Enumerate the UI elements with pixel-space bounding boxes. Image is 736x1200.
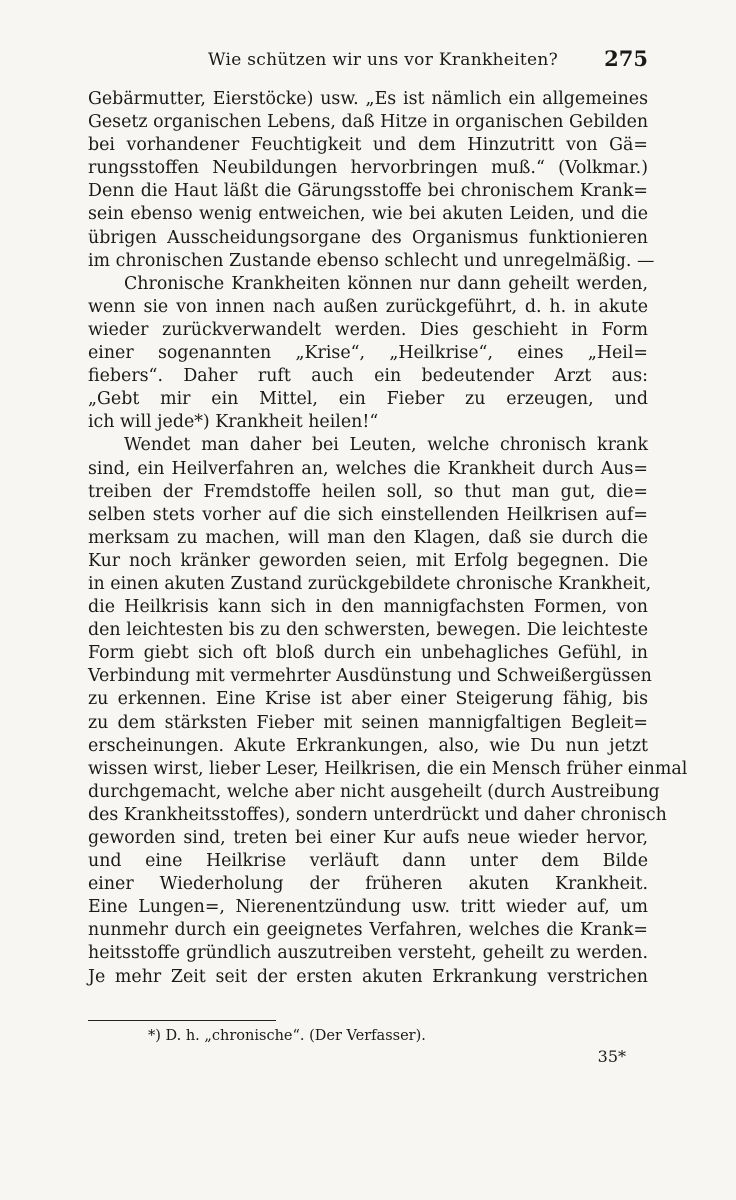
text-line: die Heilkrisis kann sich in den mannigfachsten Formen, von xyxy=(88,597,648,618)
text-line: einer Wiederholung der früheren akuten Krankheit. xyxy=(88,874,648,895)
text-line: merksam zu machen, will man den Klagen, daß sie durch die xyxy=(88,527,648,548)
page-header xyxy=(88,44,648,78)
footnote: *) D. h. „chronische“. (Der Verfasser). xyxy=(148,1028,426,1044)
text-line: heitsstoffe gründlich auszutreiben versteht, geheilt zu werden. xyxy=(88,943,648,964)
text-line: Verbindung mit vermehrter Ausdünstung und Schweißergüssen xyxy=(88,666,652,687)
text-line: Gesetz organischen Lebens, daß Hitze in organischen Gebilden xyxy=(88,112,649,133)
text-line: im chronischen Zustande ebenso schlecht und unregelmäßig. — xyxy=(88,250,655,271)
text-line: wissen wirst, lieber Leser, Heilkrisen, die ein Mensch früher einmal xyxy=(88,758,688,779)
text-line: einer sogenannten „Krise“, „Heilkrise“, eines „Heil= xyxy=(88,343,648,364)
text-line: den leichtesten bis zu den schwersten, bewegen. Die leichteste xyxy=(88,620,648,641)
printer-signature: 35* xyxy=(597,1047,626,1066)
text-line: bei vorhandener Feuchtigkeit und dem Hinzutritt von Gä= xyxy=(88,135,648,156)
text-line: durchgemacht, welche aber nicht ausgeheilt (durch Austreibung xyxy=(88,781,660,802)
text-line: des Krankheitsstoffes), sondern unterdrückt und daher chronisch xyxy=(88,804,667,825)
text-line: treiben der Fremdstoffe heilen soll, so thut man gut, die= xyxy=(88,481,648,502)
text-line: Kur noch kränker geworden seien, mit Erfolg begegnen. Die xyxy=(88,550,648,571)
text-line: fiebers“. Daher ruft auch ein bedeutender Arzt aus: xyxy=(88,366,648,387)
text-line: Je mehr Zeit seit der ersten akuten Erkrankung verstrichen xyxy=(88,966,648,987)
text-line: in einen akuten Zustand zurückgebildete chronische Krankheit, xyxy=(88,573,652,594)
text-line: Form giebt sich oft bloß durch ein unbehagliches Gefühl, in xyxy=(88,643,648,664)
running-title: Wie schützen wir uns vor Krankheiten? xyxy=(208,50,559,70)
text-line: rungsstoffen Neubildungen hervorbringen muß.“ (Volkmar.) xyxy=(88,158,648,179)
text-line: wieder zurückverwandelt werden. Dies geschieht in Form xyxy=(88,319,648,340)
text-line: sind, ein Heilverfahren an, welches die Krankheit durch Aus= xyxy=(88,458,648,479)
text-line: nunmehr durch ein geeignetes Verfahren, welches die Krank= xyxy=(88,920,648,941)
footnote-divider xyxy=(88,1020,276,1021)
text-line: zu dem stärksten Fieber mit seinen mannigfaltigen Begleit= xyxy=(88,712,648,733)
text-line: zu erkennen. Eine Krise ist aber einer Steigerung fähig, bis xyxy=(88,689,648,710)
text-line: wenn sie von innen nach außen zurückgeführt, d. h. in akute xyxy=(88,296,648,317)
text-line: erscheinungen. Akute Erkrankungen, also, wie Du nun jetzt xyxy=(88,735,648,756)
text-line: sein ebenso wenig entweichen, wie bei akuten Leiden, und die xyxy=(88,204,648,225)
text-line: übrigen Ausscheidungsorgane des Organismus funktionieren xyxy=(88,227,648,248)
text-line: ich will jede*) Krankheit heilen!“ xyxy=(88,412,379,433)
text-line: Eine Lungen=, Nierenentzündung usw. tritt wieder auf, um xyxy=(88,897,648,918)
text-line: geworden sind, treten bei einer Kur aufs neue wieder hervor, xyxy=(88,828,648,848)
text-line: Chronische Krankheiten können nur dann geheilt werden, xyxy=(124,273,648,294)
body-text xyxy=(88,88,688,989)
page-number: 275 xyxy=(604,46,648,71)
text-line: Denn die Haut läßt die Gärungsstoffe bei chronischem Krank= xyxy=(88,181,648,202)
text-line: selben stets vorher auf die sich einstellenden Heilkrisen auf= xyxy=(88,504,648,525)
text-line: und eine Heilkrise verläuft dann unter dem Bilde xyxy=(88,851,648,872)
text-line: Wendet man daher bei Leuten, welche chronisch krank xyxy=(124,435,648,456)
text-line: Gebärmutter, Eierstöcke) usw. „Es ist nämlich ein allgemeines xyxy=(88,89,648,109)
text-line: „Gebt mir ein Mittel, ein Fieber zu erzeugen, und xyxy=(88,389,648,410)
